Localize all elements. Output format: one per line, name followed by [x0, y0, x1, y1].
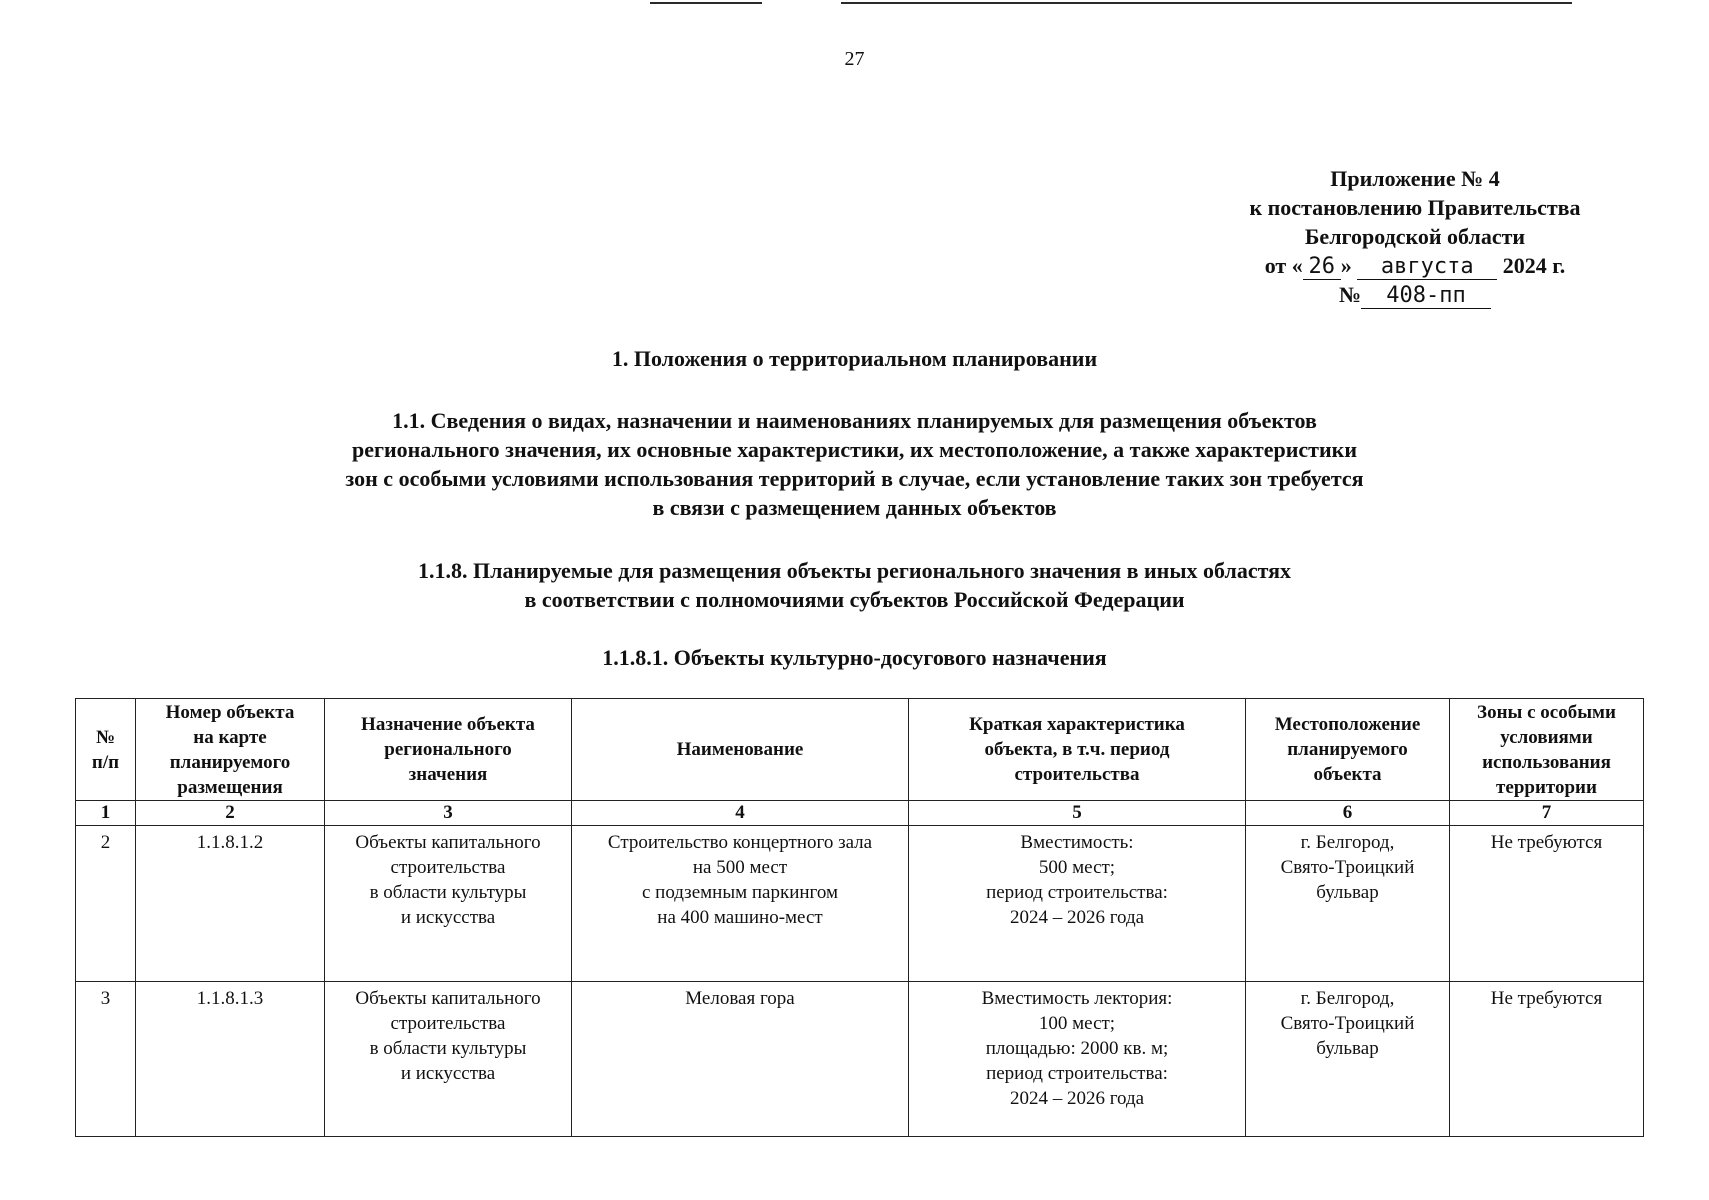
table-cell — [909, 826, 1246, 982]
table-cell — [325, 826, 572, 982]
header-text: п/п — [91, 751, 120, 773]
cell-text: бульвар — [1316, 1038, 1379, 1059]
cell-text: г. Белгород, — [1300, 832, 1395, 853]
cell-text: и искусства — [400, 1063, 496, 1084]
header-text: размещения — [177, 776, 283, 798]
cell-text: и искусства — [400, 907, 496, 928]
cell-text: Объекты капитального — [355, 988, 541, 1009]
column-header — [909, 699, 1246, 801]
date-prefix: от « — [1264, 253, 1303, 278]
appendix-resolution: к постановлению Правительства — [1249, 195, 1581, 220]
column-number: 7 — [1450, 801, 1644, 826]
heading-line: 1.1.8. Планируемые для размещения объекты регионального значения в иных областях — [417, 558, 1292, 583]
cell-text: 2024 – 2026 года — [1009, 1088, 1145, 1109]
header-text: Наименование — [676, 739, 804, 760]
cell-text: 2 — [100, 832, 111, 853]
header-text: Местоположение — [1274, 714, 1421, 735]
table-cell — [325, 982, 572, 1137]
date-year: 2024 г. — [1502, 253, 1566, 278]
table-cell — [572, 826, 909, 982]
cell-text: Вместимость лектория: — [981, 988, 1173, 1009]
header-text: планируемого — [169, 751, 291, 773]
column-number: 4 — [572, 801, 909, 826]
appendix-title: Приложение № 4 — [1330, 166, 1500, 191]
header-text: объекта — [1313, 764, 1382, 785]
table-cell — [1246, 826, 1450, 982]
header-text: регионального — [384, 739, 512, 760]
section-heading: 1. Положения о территориальном планировании — [611, 346, 1098, 371]
header-text: № — [95, 726, 116, 748]
column-number: 3 — [325, 801, 572, 826]
cell-text: 2024 – 2026 года — [1009, 907, 1145, 928]
cell-text: 3 — [100, 988, 111, 1009]
table-cell — [136, 982, 325, 1137]
cell-text: 500 мест; — [1038, 857, 1116, 878]
cell-text: в области культуры — [369, 1038, 527, 1059]
objects-table — [75, 698, 1644, 1137]
cell-text: Не требуются — [1490, 832, 1603, 853]
cell-text: г. Белгород, — [1300, 988, 1395, 1009]
scan-edge-line — [841, 2, 1572, 4]
header-text: Краткая характеристика — [969, 714, 1185, 735]
heading-line: в связи с размещением данных объектов — [652, 495, 1057, 520]
cell-text: Свято-Троицкий — [1280, 857, 1415, 878]
column-header — [1246, 699, 1450, 801]
cell-text: Не требуются — [1490, 988, 1603, 1009]
heading-line: в соответствии с полномочиями субъектов Российской Федерации — [524, 587, 1185, 612]
column-header — [572, 699, 909, 801]
header-text: условиями — [1500, 726, 1593, 748]
cell-text: 1.1.8.1.3 — [196, 988, 264, 1009]
table-cell — [909, 982, 1246, 1137]
header-text: территории — [1496, 776, 1597, 798]
subsection-heading — [0, 406, 1709, 522]
cell-text: 100 мест; — [1038, 1013, 1116, 1034]
table-cell — [76, 982, 136, 1137]
date-month: августа — [1357, 255, 1497, 280]
header-text: значения — [408, 764, 488, 785]
cell-text: период строительства: — [986, 1063, 1168, 1084]
cell-text: Объекты капитального — [355, 832, 541, 853]
appendix-region: Белгородской области — [1304, 224, 1526, 249]
header-text: Номер объекта — [165, 701, 295, 723]
cell-text: Вместимость: — [1020, 832, 1134, 853]
header-text: на карте — [193, 726, 267, 748]
table-row — [76, 982, 1644, 1137]
date-day: 26 — [1303, 255, 1341, 280]
column-header — [76, 699, 136, 801]
cell-text: Свято-Троицкий — [1280, 1013, 1415, 1034]
cell-text: в области культуры — [369, 882, 527, 903]
column-number: 2 — [136, 801, 325, 826]
table-heading: 1.1.8.1. Объекты культурно-досугового назначения — [602, 645, 1107, 670]
number-prefix: № — [1338, 282, 1362, 307]
column-number: 1 — [76, 801, 136, 826]
column-number: 6 — [1246, 801, 1450, 826]
table-cell — [1450, 982, 1644, 1137]
table-cell — [136, 826, 325, 982]
table-cell — [76, 826, 136, 982]
page-number: 27 — [844, 48, 865, 70]
subsubsection-heading — [0, 556, 1709, 614]
table-cell — [1246, 982, 1450, 1137]
heading-line: регионального значения, их основные характеристики, их местоположение, а также характеристики — [351, 437, 1358, 462]
table-cell — [1450, 826, 1644, 982]
header-text: использования — [1482, 751, 1611, 773]
cell-text: на 400 машино-мест — [657, 907, 823, 928]
header-text: строительства — [1014, 764, 1140, 785]
header-text: Зоны с особыми — [1477, 701, 1616, 723]
date-quote-close: » — [1340, 253, 1352, 278]
header-text: Назначение объекта — [361, 714, 535, 735]
cell-text: период строительства: — [986, 882, 1168, 903]
table-header-row — [76, 699, 1644, 801]
header-text: объекта, в т.ч. период — [984, 739, 1170, 760]
cell-text: площадью: 2000 кв. м; — [985, 1038, 1169, 1059]
table-row — [76, 826, 1644, 982]
cell-text: 1.1.8.1.2 — [196, 832, 264, 853]
heading-line: 1.1. Сведения о видах, назначении и наименованиях планируемых для размещения объектов — [392, 408, 1317, 433]
appendix-number — [1180, 280, 1650, 309]
column-header — [1450, 699, 1644, 801]
cell-text: строительства — [390, 1013, 506, 1034]
cell-text: бульвар — [1316, 882, 1379, 903]
table-cell — [572, 982, 909, 1137]
header-text: планируемого — [1287, 739, 1408, 760]
cell-text: Меловая гора — [685, 988, 795, 1009]
heading-line: зон с особыми условиями использования территорий в случае, если установление таких зон требуется — [345, 466, 1364, 491]
appendix-date — [1180, 251, 1650, 280]
appendix-block — [1180, 164, 1650, 309]
column-header — [325, 699, 572, 801]
scan-edge-line — [650, 2, 762, 4]
column-number-row — [76, 801, 1644, 826]
column-number: 5 — [909, 801, 1246, 826]
cell-text: с подземным паркингом — [641, 882, 839, 903]
cell-text: строительства — [390, 857, 506, 878]
column-header — [136, 699, 325, 801]
resolution-number: 408-пп — [1361, 284, 1491, 309]
cell-text: Строительство концертного зала — [607, 832, 873, 853]
cell-text: на 500 мест — [692, 857, 788, 878]
